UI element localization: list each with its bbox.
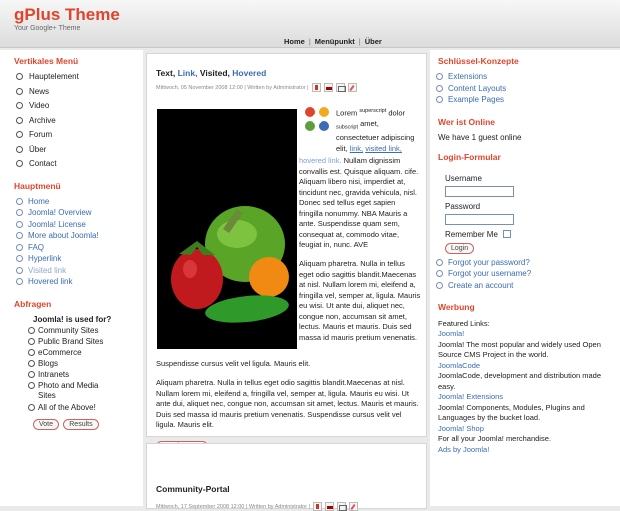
featured-links-label: Featured Links: <box>438 318 490 328</box>
site-logo[interactable]: gPlus Theme <box>14 5 120 24</box>
main-menu-title: Hauptmenü <box>14 180 61 191</box>
username-input[interactable] <box>445 186 514 197</box>
poll-option[interactable] <box>28 370 143 381</box>
text-run: amet, consectetuer adipiscing elit, <box>336 119 415 153</box>
superscript-text: superscript <box>359 108 387 114</box>
radio-button[interactable] <box>28 404 35 411</box>
article <box>146 443 427 509</box>
forgot-username-link[interactable]: Forgot your username? <box>430 269 620 281</box>
article-meta <box>156 502 358 511</box>
results-button[interactable]: Results <box>63 419 98 430</box>
who-online-title: Wer ist Online <box>438 116 495 127</box>
main-menu-item[interactable]: Hovered link <box>0 277 143 289</box>
poll-question: Joomla! is used for? <box>33 314 112 324</box>
ad-description: Joomla! The most popular and widely used Open Source CMS Project in the world. <box>438 339 601 359</box>
vertical-menu-item[interactable]: Forum <box>14 130 143 145</box>
poll-option-label: All of the Above! <box>38 402 96 412</box>
login-form <box>438 152 620 293</box>
title-text: Text, <box>156 68 176 78</box>
inline-hovered-link[interactable]: hovered link. <box>299 156 342 165</box>
title-visited: Visited, <box>199 68 230 78</box>
ad-link[interactable]: Joomla! Extensions <box>438 392 504 401</box>
email-icon[interactable] <box>337 502 346 511</box>
ad-link[interactable]: JoomlaCode <box>438 360 481 370</box>
poll-option-label: Community Sites <box>38 325 99 335</box>
title-link[interactable]: Link, <box>177 68 198 78</box>
vertical-menu <box>14 72 143 174</box>
poll-option[interactable] <box>28 348 143 359</box>
login-links <box>430 258 620 293</box>
nav-separator: | <box>358 37 361 46</box>
topnav-home[interactable]: Home <box>284 37 305 46</box>
text-run: dolor <box>388 108 406 118</box>
topnav-uber[interactable]: Über <box>364 37 382 46</box>
pdf-icon[interactable] <box>312 83 321 92</box>
username-label: Username <box>445 173 482 183</box>
key-concepts-menu <box>430 72 620 107</box>
poll-option[interactable] <box>28 381 143 403</box>
topnav-menupunkt[interactable]: Menüpunkt <box>314 37 355 46</box>
login-button[interactable]: Login <box>445 243 474 254</box>
inline-link[interactable]: link, <box>349 143 364 153</box>
top-navigation <box>284 37 382 46</box>
article-text-2: Aliquam pharetra. Nulla in tellus eget odio sagittis blandit.Maecenas at nisl. Nullam lorem mi, eleifend a, fringilla vel, semper at, ligula. Mauris eu wisi. Ut ante dui, aliquet nec, congue non, accumsan sit amet, lectus. Mauris et mauris. Duis sed massa id mauris pretium venenatis. <box>299 259 421 342</box>
text-run: Lorem <box>336 108 358 118</box>
ads-by-link[interactable]: Ads by Joomla! <box>438 444 490 454</box>
poll-option-label: Intranets <box>38 369 70 379</box>
right-sidebar <box>430 50 620 506</box>
article-title <box>156 68 417 78</box>
radio-button[interactable] <box>28 338 35 345</box>
poll-option[interactable] <box>28 403 143 414</box>
key-concepts-item[interactable]: Extensions <box>430 72 620 84</box>
article-meta-text: Mittwoch, 05 November 2008 12:00 | Written by Administrator | <box>156 84 309 91</box>
ad-description: For all your Joomla! merchandise. <box>438 434 551 443</box>
poll-option-label: Photo and Media Sites <box>38 380 99 400</box>
vertical-menu-item[interactable]: Über <box>14 145 143 160</box>
article-text-intro <box>336 106 422 154</box>
main-menu-item[interactable]: Hyperlink <box>0 254 143 266</box>
fruit-image <box>157 109 297 349</box>
ad-description: Joomla! Components, Modules, Plugins and Languages by the bucket load. <box>438 402 585 422</box>
poll <box>14 315 143 430</box>
ad-description: JoomlaCode, development and distribution made easy. <box>438 371 602 391</box>
radio-button[interactable] <box>28 382 35 389</box>
forgot-password-link[interactable]: Forgot your password? <box>430 258 620 270</box>
article-meta <box>156 83 417 92</box>
vertical-menu-item[interactable]: Archive <box>14 116 143 131</box>
article <box>146 53 427 437</box>
vertical-menu-item[interactable]: Video <box>14 101 143 116</box>
joomla-logo-icon <box>302 104 332 134</box>
title-hovered-link[interactable]: Hovered <box>232 68 267 78</box>
main-menu-item[interactable]: More about Joomla! <box>0 231 143 243</box>
password-input[interactable] <box>445 214 514 225</box>
ad-link[interactable]: Joomla! <box>438 329 465 338</box>
who-online-text: We have 1 guest online <box>438 132 522 142</box>
poll-option-label: Blogs <box>38 358 59 368</box>
inline-visited-link[interactable]: visited link, <box>365 143 402 153</box>
radio-button[interactable] <box>28 360 35 367</box>
subscript-text: subscript <box>336 124 359 131</box>
poll-option[interactable] <box>28 326 143 337</box>
create-account-link[interactable]: Create an account <box>430 281 620 293</box>
main-menu <box>0 197 143 289</box>
main-menu-item[interactable]: FAQ <box>0 243 143 255</box>
main-menu-item[interactable]: Home <box>0 197 143 209</box>
vote-button[interactable]: Vote <box>33 419 59 430</box>
vertical-menu-item[interactable]: Contact <box>14 159 143 174</box>
remember-me-checkbox[interactable] <box>503 230 511 238</box>
print-icon[interactable] <box>324 83 333 92</box>
header <box>0 0 620 48</box>
article-text-1 <box>299 156 421 251</box>
main-menu-item[interactable]: Joomla! Overview <box>0 208 143 220</box>
vertical-menu-item[interactable]: News <box>14 87 143 102</box>
nav-separator: | <box>308 37 311 46</box>
article-title[interactable]: Community-Portal <box>156 484 230 494</box>
edit-icon[interactable] <box>348 83 357 92</box>
main-menu-item[interactable]: Joomla! License <box>0 220 143 232</box>
vertical-menu-item[interactable]: Hauptelement <box>14 72 143 87</box>
poll-option[interactable] <box>28 337 143 348</box>
poll-option-label: Public Brand Sites <box>38 336 104 346</box>
main-content <box>146 50 428 510</box>
pdf-icon[interactable] <box>313 502 322 511</box>
vertical-menu-title: Vertikales Menü <box>14 56 79 66</box>
radio-button[interactable] <box>28 371 35 378</box>
radio-button[interactable] <box>28 327 35 334</box>
left-sidebar <box>0 50 143 506</box>
poll-option[interactable] <box>28 359 143 370</box>
edit-icon[interactable] <box>349 502 358 511</box>
key-concepts-item[interactable]: Content Layouts <box>430 84 620 96</box>
login-title: Login-Formular <box>438 151 501 162</box>
ads-title: Werbung <box>438 302 475 312</box>
key-concepts-title: Schlüssel-Konzepte <box>438 56 519 66</box>
remember-me <box>445 230 620 239</box>
remember-me-label: Remember Me <box>445 229 498 239</box>
text-run: Nullam dignissim convallis est. Quisque aliquam. cife. Aliquam libero nisi, imperdiet at, tincidunt nec, gravida vehicula, nisl. Donec sed tellus eget sapien fringilla nonummy. NBA Mauris a ante. Suspendisse quam sem, consequat at, commodo vitae, feugiat in, nunc. AVE <box>299 156 419 249</box>
site-tagline: Your Google+ Theme <box>14 25 81 32</box>
poll-option-label: eCommerce <box>38 347 82 357</box>
poll-title: Abfragen <box>14 298 52 309</box>
main-menu-item[interactable]: Visited link <box>0 266 143 278</box>
password-label: Password <box>445 201 481 211</box>
radio-button[interactable] <box>28 349 35 356</box>
article-meta-text: Mittwoch, 17 September 2008 12:00 | Written by Administrator | <box>156 503 311 510</box>
email-icon[interactable] <box>336 83 345 92</box>
article-text-3: Suspendisse cursus velit vel ligula. Mauris elit. <box>156 359 311 368</box>
ad-link[interactable]: Joomla! Shop <box>438 423 484 433</box>
ads-block <box>438 302 620 455</box>
article-text-4: Aliquam pharetra. Nulla in tellus eget odio sagittis blandit.Maecenas at nisl. Nullam lorem mi, eleifend a, fringilla vel, semper at, ligula. Mauris eu wisi. Ut ante dui, aliquet nec, congue non, accumsan sit amet, lectus. Mauris et mauris. Duis sed massa id mauris pretium venenatis. Suspendisse cursus velit vel ligula. Mauris elit. <box>156 378 419 429</box>
key-concepts-item[interactable]: Example Pages <box>430 95 620 107</box>
print-icon[interactable] <box>325 502 334 511</box>
